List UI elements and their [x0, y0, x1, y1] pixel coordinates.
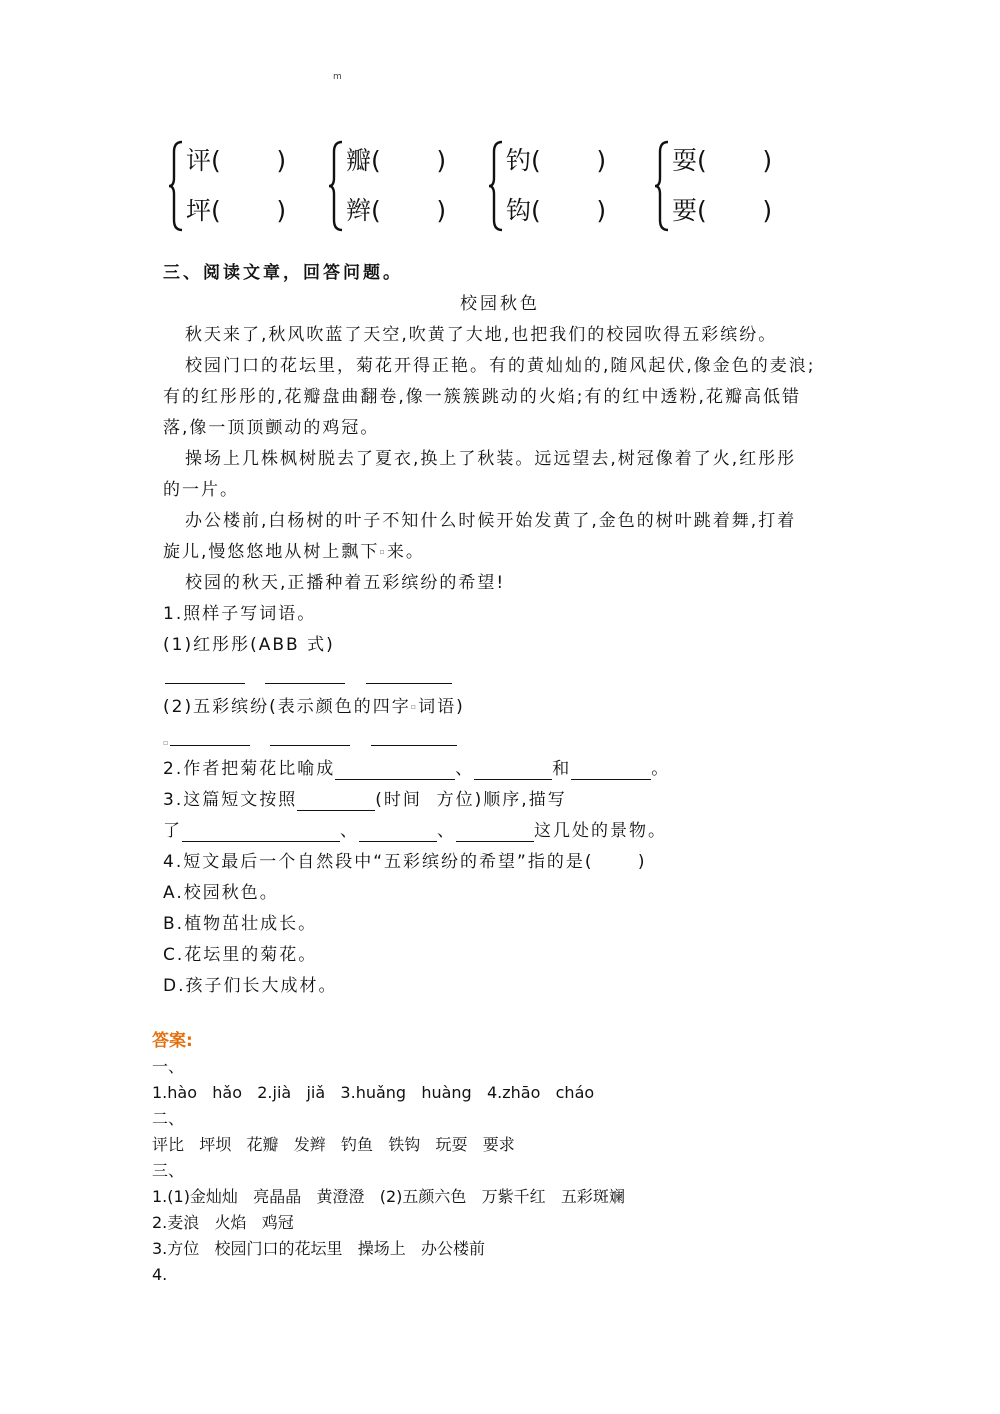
- question-text: 、: [437, 821, 456, 841]
- brace-icon: [488, 138, 506, 234]
- option-b[interactable]: B.植物茁壮成长。: [163, 914, 318, 934]
- question-text: 2.作者把菊花比喻成: [163, 759, 336, 779]
- article-line: 秋天来了,秋风吹蓝了天空,吹黄了大地,也把我们的校园吹得五彩缤纷。: [185, 325, 778, 345]
- article-line-part: 旋儿,慢悠悠地从树上飘下: [163, 542, 380, 562]
- question-text: (2)五彩缤纷(表示颜色的四字: [163, 697, 411, 717]
- answer-blank[interactable]: [170, 745, 250, 746]
- article-line: 办公楼前,白杨树的叶子不知什么时候开始发黄了,金色的树叶跳着舞,打着: [185, 511, 797, 531]
- char-group-4: [654, 138, 804, 234]
- answers-title: 答案:: [152, 1031, 193, 1051]
- char-bracket-groups: [168, 138, 788, 234]
- article-line: 落,像一顶顶颤动的鸡冠。: [163, 418, 380, 438]
- brace-icon: [654, 138, 672, 234]
- question-text: 这几处的景物。: [534, 821, 667, 841]
- placeholder-glyph: ▫: [163, 738, 169, 747]
- char-group-3: [488, 138, 638, 234]
- answers-line: 3.方位 校园门口的花坛里 操场上 办公楼前: [152, 1239, 486, 1258]
- answers-section-2: 二、: [152, 1109, 185, 1128]
- answer-blank[interactable]: [335, 761, 455, 780]
- placeholder-glyph: ▫: [379, 547, 387, 556]
- article-line: 校园的秋天,正播种着五彩缤纷的希望!: [185, 573, 506, 593]
- char-item-bottom: 钩( ): [506, 196, 607, 225]
- answer-blank[interactable]: [359, 823, 437, 842]
- answer-blank[interactable]: [371, 745, 457, 746]
- answers-line: 1.hào hǎo 2.jià jiǎ 3.huǎng huàng 4.zhāo cháo: [152, 1083, 595, 1102]
- option-a[interactable]: A.校园秋色。: [163, 883, 279, 903]
- question-text: (时间 方位)顺序,描写: [375, 790, 567, 810]
- answer-blank[interactable]: [366, 683, 452, 684]
- brace-icon: [168, 138, 186, 234]
- article-line: 操场上几株枫树脱去了夏衣,换上了秋装。远远望去,树冠像着了火,红彤彤: [185, 449, 797, 469]
- question-1-2: [163, 696, 465, 718]
- answer-blank[interactable]: [456, 823, 534, 842]
- answers-line: 4.: [152, 1265, 168, 1284]
- answer-blank[interactable]: [474, 761, 552, 780]
- answer-blank[interactable]: [270, 745, 350, 746]
- answers-line: 2.麦浪 火焰 鸡冠: [152, 1213, 294, 1232]
- char-item-top: 钓( ): [506, 146, 607, 175]
- question-4: 4.短文最后一个自然段中“五彩缤纷的希望”指的是( ): [163, 852, 647, 872]
- brace-icon: [328, 138, 346, 234]
- char-item-top: 瓣( ): [346, 146, 447, 175]
- question-3: [163, 789, 567, 811]
- answers-line: 评比 坪坝 花瓣 发辫 钓鱼 铁钩 玩耍 要求: [152, 1135, 515, 1154]
- question-2: [163, 758, 670, 780]
- question-3-cont: [163, 820, 667, 842]
- article-line: [163, 541, 425, 563]
- article-line: 有的红彤彤的,花瓣盘曲翻卷,像一簇簇跳动的火焰;有的红中透粉,花瓣高低错: [163, 387, 801, 407]
- article-title: 校园秋色: [460, 294, 540, 314]
- question-1: 1.照样子写词语。: [163, 604, 317, 624]
- question-text: 、: [455, 759, 475, 779]
- answers-section-3: 三、: [152, 1161, 185, 1180]
- question-text: 、: [340, 821, 359, 841]
- question-text: 和: [552, 759, 572, 779]
- question-1-1: (1)红彤彤(ABB 式): [163, 635, 335, 655]
- answer-blank[interactable]: [297, 792, 375, 811]
- answer-blank[interactable]: [165, 683, 245, 684]
- article-line: 的一片。: [163, 480, 239, 500]
- char-item-top: 耍( ): [672, 146, 773, 175]
- char-item-top: 评( ): [186, 146, 287, 175]
- answer-blank[interactable]: [182, 823, 340, 842]
- option-d[interactable]: D.孩子们长大成材。: [163, 976, 338, 996]
- answers-line: 1.(1)金灿灿 亮晶晶 黄澄澄 (2)五颜六色 万紫千红 五彩斑斓: [152, 1187, 625, 1206]
- char-item-bottom: 坪( ): [186, 196, 287, 225]
- article-line-part: 来。: [386, 542, 425, 562]
- char-item-bottom: 辫( ): [346, 196, 447, 225]
- section3-heading: 三、阅读文章，回答问题。: [163, 263, 403, 283]
- char-group-1: [168, 138, 318, 234]
- answer-blank[interactable]: [265, 683, 345, 684]
- option-c[interactable]: C.花坛里的菊花。: [163, 945, 318, 965]
- char-item-bottom: 要( ): [672, 196, 773, 225]
- answers-section-1: 一、: [152, 1057, 185, 1076]
- placeholder-glyph: ▫: [410, 702, 419, 711]
- article-line: 校园门口的花坛里，菊花开得正艳。有的黄灿灿的,随风起伏,像金色的麦浪;: [185, 356, 816, 376]
- corner-mark: m: [333, 72, 342, 82]
- question-text: 了: [163, 821, 182, 841]
- question-text: 。: [651, 759, 671, 779]
- question-text: 词语): [418, 697, 465, 717]
- question-text: 3.这篇短文按照: [163, 790, 298, 810]
- char-group-2: [328, 138, 478, 234]
- answer-blank[interactable]: [571, 761, 651, 780]
